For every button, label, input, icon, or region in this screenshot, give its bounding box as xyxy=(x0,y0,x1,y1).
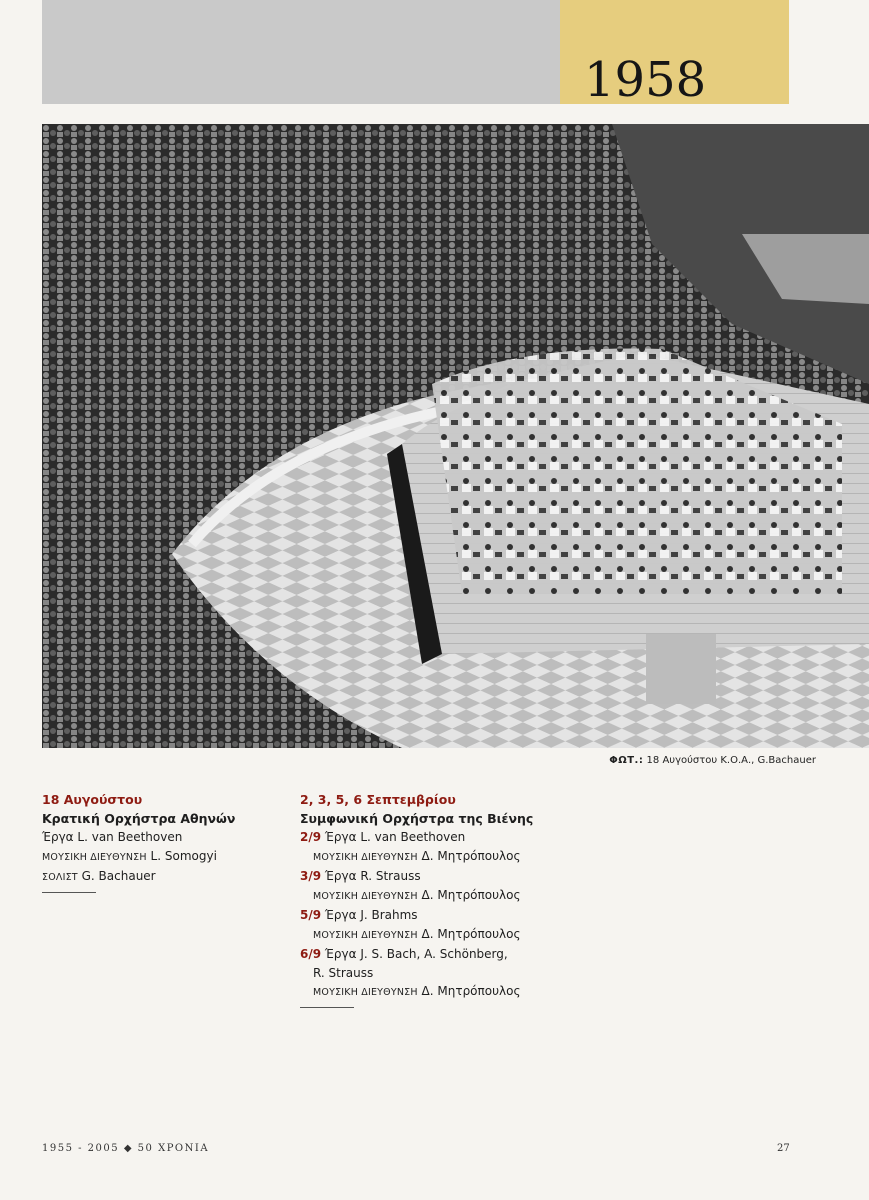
director-label: ΜΟΥΣΙΚΗ ΔΙΕΥΘΥΝΣΗ xyxy=(313,890,418,902)
event-director xyxy=(42,847,235,868)
caption-label: ΦΩΤ.: xyxy=(609,755,644,766)
director-name: Δ. Μητρόπουλος xyxy=(421,887,521,902)
year-title: 1958 xyxy=(584,52,707,108)
event-right xyxy=(300,791,533,1008)
concert-director xyxy=(300,982,533,1003)
concert-works xyxy=(300,828,533,847)
event-date: 2, 3, 5, 6 Σεπτεμβρίου xyxy=(300,792,456,807)
concert-director xyxy=(300,886,533,907)
header-gray-band xyxy=(42,0,560,104)
event-ensemble: Κρατική Ορχήστρα Αθηνών xyxy=(42,810,236,826)
director-name: Δ. Μητρόπουλος xyxy=(421,848,521,863)
director-label: ΜΟΥΣΙΚΗ ΔΙΕΥΘΥΝΣΗ xyxy=(313,987,418,998)
event-works: Έργα L. van Beethoven xyxy=(42,830,183,844)
director-label: ΜΟΥΣΙΚΗ ΔΙΕΥΘΥΝΣΗ xyxy=(313,851,418,863)
footer-anniversary: 1955 - 2005 ◆ 50 ΧΡΟΝΙΑ xyxy=(42,1143,210,1154)
works-text: Έργα L. van Beethoven xyxy=(324,830,466,844)
concert-day: 3/9 xyxy=(300,869,322,883)
event-soloist xyxy=(42,867,235,888)
concert-day: 2/9 xyxy=(300,830,322,844)
concert-works-continued: R. Strauss xyxy=(313,965,374,980)
concert-day: 5/9 xyxy=(300,908,322,922)
concert-director xyxy=(300,925,533,946)
director-label: ΜΟΥΣΙΚΗ ΔΙΕΥΘΥΝΣΗ xyxy=(42,851,147,863)
concert-director xyxy=(300,847,533,868)
soloist-label: ΣΟΛΙΣΤ xyxy=(42,872,78,883)
section-divider xyxy=(42,892,96,893)
works-text: Έργα J. Brahms xyxy=(324,908,418,922)
stage-steps xyxy=(646,634,716,704)
works-text: Έργα J. S. Bach, A. Schönberg, xyxy=(324,947,508,961)
concert-works xyxy=(300,906,533,925)
director-label: ΜΟΥΣΙΚΗ ΔΙΕΥΘΥΝΣΗ xyxy=(313,929,418,941)
soloist-name: G. Bachauer xyxy=(81,869,156,883)
photo-caption xyxy=(609,755,816,766)
event-date: 18 Αυγούστου xyxy=(42,792,143,807)
section-divider xyxy=(300,1007,354,1008)
director-name: Δ. Μητρόπουλος xyxy=(421,926,521,941)
event-left xyxy=(42,791,235,893)
concert-works xyxy=(300,867,533,886)
caption-text: 18 Αυγούστου Κ.Ο.Α., G.Bachauer xyxy=(646,755,816,766)
works-text: Έργα R. Strauss xyxy=(324,869,421,883)
concert-works xyxy=(300,945,533,964)
concert-day: 6/9 xyxy=(300,947,322,961)
page-number: 27 xyxy=(777,1143,790,1154)
director-name: L. Somogyi xyxy=(150,848,217,863)
director-name: Δ. Μητρόπουλος xyxy=(421,984,521,998)
event-ensemble: Συμφωνική Ορχήστρα της Βιένης xyxy=(300,810,534,826)
concert-photo xyxy=(42,124,869,748)
